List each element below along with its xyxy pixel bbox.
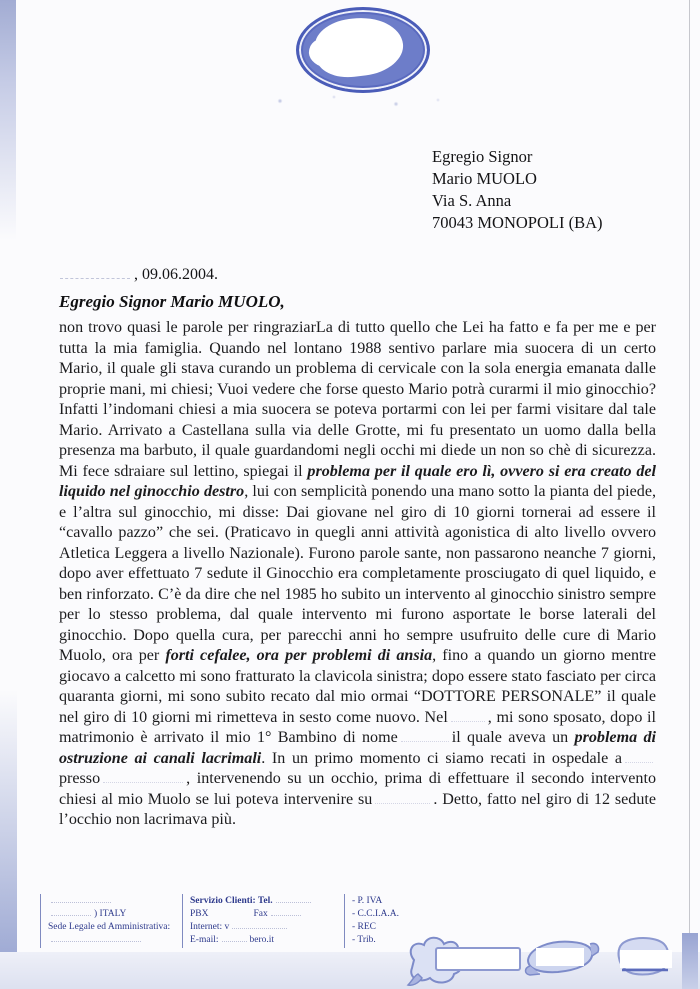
scan-edge-bottom-left xyxy=(0,690,17,989)
footer-row xyxy=(48,908,178,921)
dove-with-banner-stamp-icon xyxy=(408,938,520,986)
body-text: il quale aveva un xyxy=(451,729,575,746)
customer-service-label: Servizio Clienti: Tel. xyxy=(190,896,273,906)
pbx-label: PBX xyxy=(190,909,209,919)
email-label: E-mail: xyxy=(190,935,219,945)
footer-row xyxy=(48,921,178,934)
redacted-year xyxy=(451,712,485,722)
body-text-emphasis: problema per il quale ero lì, ovvero si era creato del liquido nel ginocchio destro xyxy=(59,462,656,500)
redacted-email-part xyxy=(222,935,247,942)
footer-row xyxy=(190,908,340,921)
redacted-address-part xyxy=(51,909,91,916)
scan-edge-right-line xyxy=(689,0,690,940)
scan-edge-top-left xyxy=(0,0,16,240)
footer-row xyxy=(48,895,178,908)
body-text: . In un primo momento ci siamo recati in ospedale a xyxy=(261,749,622,767)
fax-label: Fax xyxy=(253,909,268,919)
registered-office-label: Sede Legale ed Amministrativa: xyxy=(48,922,171,932)
salutation: Egregio Signor Mario MUOLO, xyxy=(59,292,285,311)
footer-row xyxy=(48,934,178,947)
date-text: , 09.06.2004. xyxy=(134,266,218,283)
footer-row xyxy=(190,934,340,947)
body-text: presso xyxy=(59,770,101,787)
body-text: , fino a quando un giorno mentre giocavo a calcetto mi sono fratturato la clavicola sinistra; dopo essere stato fasciato per circa quaranta giorni, mi sono subito recato dal mio ormai “DOTTORE PERSONALE” il quale nel giro di 10 giorni mi rimetteva in sesto come nuovo. Nel xyxy=(59,647,656,726)
redacted-company-line xyxy=(51,896,111,903)
body-text-emphasis: problema di ostruzione ai canali lacrimali xyxy=(59,729,656,767)
footer-row: - Trib. xyxy=(352,935,376,945)
redacted-city xyxy=(625,753,653,763)
redacted-place-name xyxy=(60,269,130,279)
footer-row: - C.C.I.A.A. xyxy=(352,909,399,919)
email-domain: bero.it xyxy=(249,935,275,945)
body-text: non trovo quasi le parole per ringraziarLa di tutto quello che Lei ha fatto e fa per me e per tutta la mia famiglia. Quando nel lontano 1988 sentivo parlare mia suocera di un certo Mario, il quale gli stava curando un problema di cervicale con la sola energia emanata dalle proprie mani, mi chiesi; Vuoi vedere che forse questo Mario potrà curarmi il mio ginocchio? Infatti l’indomani chiesi a mia suocera se poteva portarmi con lei per farmi visitare dal tale Mario. Arrivato a Castellana sulla via delle Grotte, mi fu presentato un uomo dalla bella presenza ma barbuto, il quale guardandomi negli occhi mi diede un non so chè di sicurezza. Mi fece sdraiare sul lettino, spiegai il xyxy=(59,319,656,480)
body-text: , mi sono sposato, dopo il matrimonio è arrivato il mio 1° Bambino di nome xyxy=(59,708,656,746)
recipient-line: Via S. Anna xyxy=(432,191,512,210)
redacted-website xyxy=(232,922,287,929)
letter-body xyxy=(59,318,656,831)
footer-column-company xyxy=(40,894,182,948)
footer-stamps xyxy=(400,930,680,988)
footer-row xyxy=(190,895,340,908)
company-logo-oval-icon xyxy=(296,7,430,93)
redacted-hospital-name xyxy=(103,773,183,783)
body-text: , lui con semplicità ponendo una mano sotto la pianta del piede, e l’altra sul ginocchio, mi disse: Dai giovane nel giro di 10 giorni tornerai ad essere il “cavallo pazzo” che sei. (Praticavo in quegli anni attività agonistica di alto livello ovvero Atletica Leggera a livello Nazionale). Furono parole sante, non passarono neanche 7 giorni, dopo aver effettuato 7 sedute il Ginocchio era completamente prosciugato di quel liquido, e ben rinforzato. C’è da dire che nel 1985 ho subito un intervento al ginocchio sinistro sempre per lo stesso problema, dal quale intervento mi furono asportate le borse laterali del ginocchio. Dopo quella cura, per parecchi anni ho sempre usufruito delle cure di Mario Muolo, ora per xyxy=(59,483,656,664)
scroll-banner-stamp-icon xyxy=(526,942,599,975)
footer-contact-block xyxy=(40,894,456,948)
recipient-line: Egregio Signor xyxy=(432,147,533,166)
body-text: . Detto, fatto nel giro di 12 sedute l’occhio non lacrimava più. xyxy=(59,790,656,828)
body-text: , intervenendo su un occhio, prima di effettuare il secondo intervento chiesi al mio Muolo se lui poteva intervenire su xyxy=(59,770,656,808)
redacted-name xyxy=(401,732,449,742)
recipient-line: Mario MUOLO xyxy=(432,169,537,188)
redacted-phone-number xyxy=(276,896,311,903)
footer-row: - P. IVA xyxy=(352,896,383,906)
footer-column-contacts xyxy=(182,894,344,948)
recipient-line: 70043 MONOPOLI (BA) xyxy=(432,213,603,232)
internet-label: Internet: v xyxy=(190,922,230,932)
footer-row: - REC xyxy=(352,922,377,932)
emblem-stamp-icon xyxy=(619,938,672,975)
redacted-address-line xyxy=(51,935,141,942)
redacted-tagline-residue xyxy=(268,92,458,108)
scan-right-gradient-bar xyxy=(682,933,698,989)
footer-row xyxy=(190,921,340,934)
country-label: ) ITALY xyxy=(94,909,127,919)
redacted-name xyxy=(375,794,430,804)
date-line xyxy=(60,266,218,284)
redacted-fax-number xyxy=(271,909,301,916)
body-text-emphasis: forti cefalee, ora per problemi di ansia xyxy=(165,647,433,664)
recipient-address-block xyxy=(432,146,603,234)
